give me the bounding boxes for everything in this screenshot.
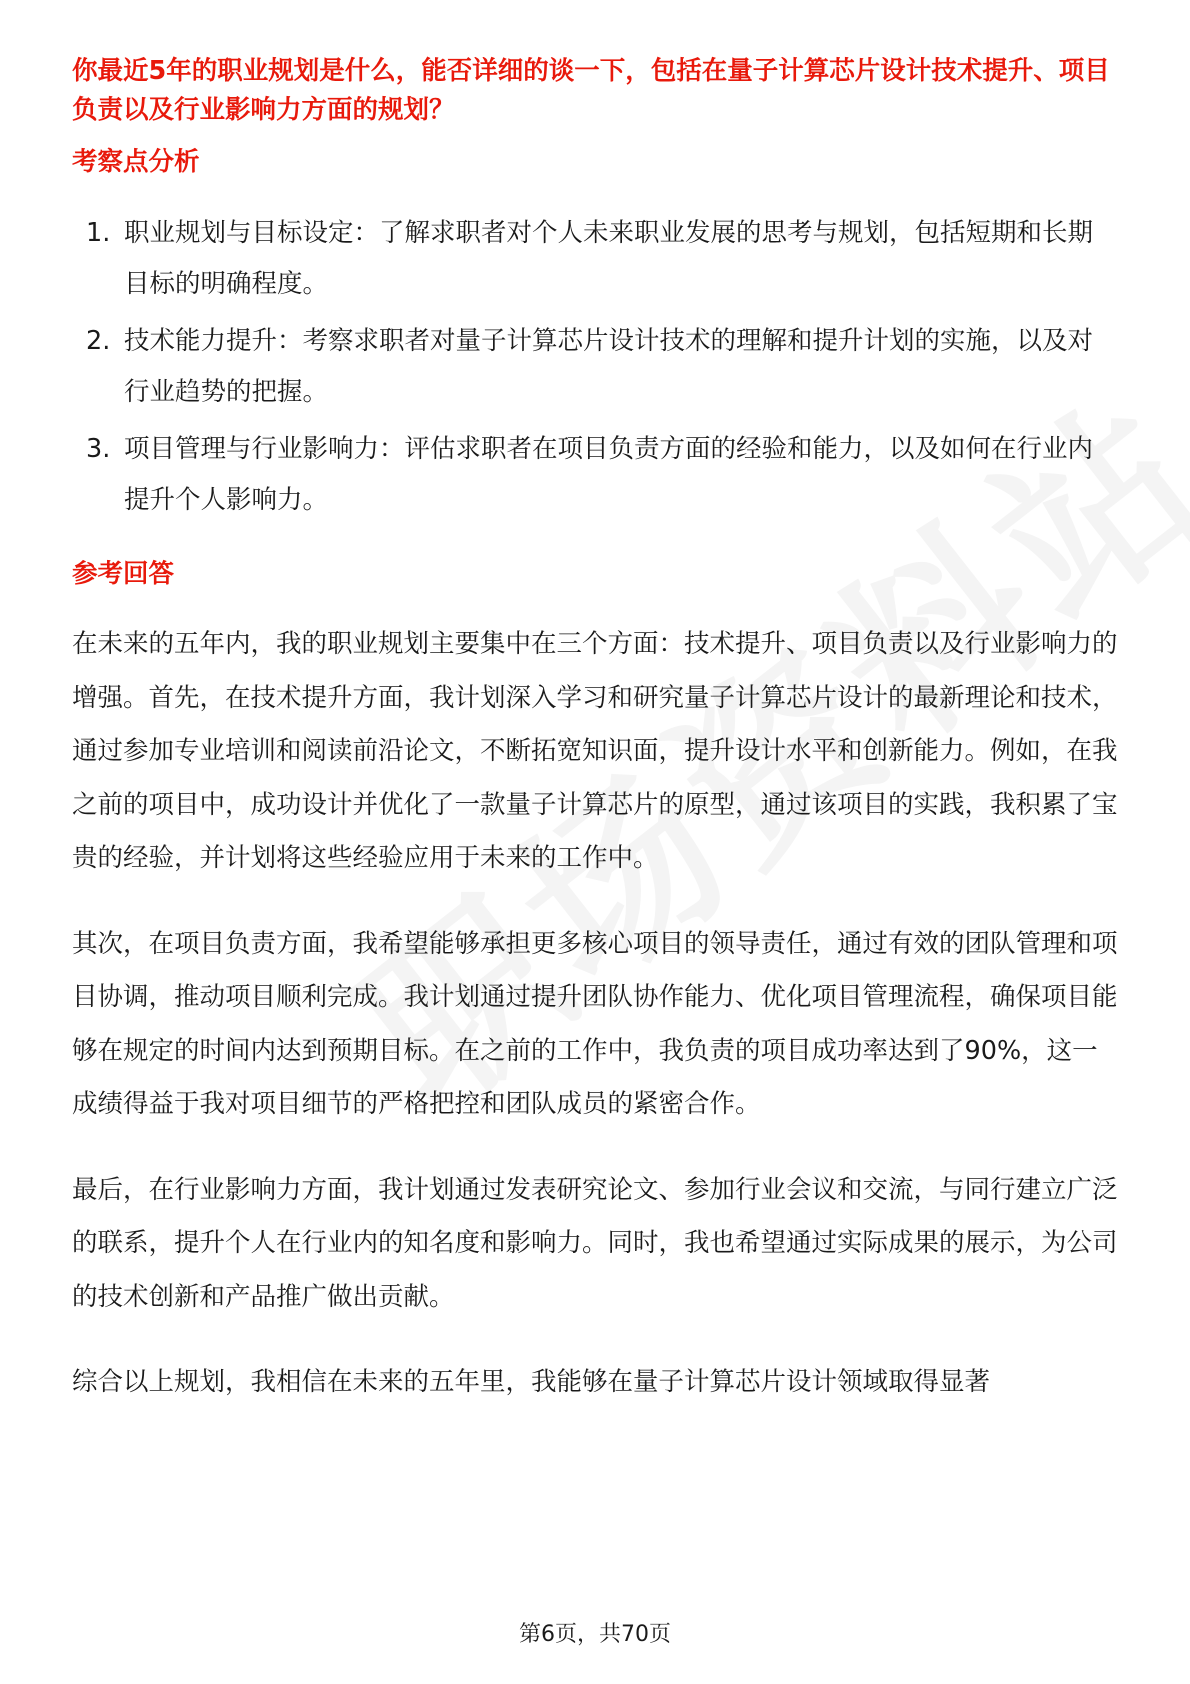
analysis-item — [72, 316, 1118, 418]
answer-paragraph: 最后，在行业影响力方面，我计划通过发表研究论文、参加行业会议和交流，与同行建立广泛的联系，提升个人在行业内的知名度和影响力。同时，我也希望通过实际成果的展示，为公司的技术创新和产品推广做出贡献。 — [72, 1174, 1118, 1312]
analysis-item-text: 项目管理与行业影响力：评估求职者在项目负责方面的经验和能力，以及如何在行业内提升个人影响力。 — [124, 434, 1094, 515]
answer-paragraph: 综合以上规划，我相信在未来的五年里，我能够在量子计算芯片设计领域取得显著 — [72, 1367, 991, 1397]
answer-body — [72, 618, 1118, 1410]
content — [72, 52, 1118, 1410]
list-number: 3. — [86, 434, 111, 464]
question-heading: 你最近5年的职业规划是什么，能否详细的谈一下，包括在量子计算芯片设计技术提升、项目负责以及行业影响力方面的规划？ — [72, 56, 1110, 125]
analysis-item — [72, 208, 1118, 310]
list-number: 1. — [86, 218, 111, 248]
analysis-item-text: 技术能力提升：考察求职者对量子计算芯片设计技术的理解和提升计划的实施，以及对行业趋势的把握。 — [124, 326, 1094, 407]
answer-paragraph: 其次，在项目负责方面，我希望能够承担更多核心项目的领导责任，通过有效的团队管理和项目协调，推动项目顺利完成。我计划通过提升团队协作能力、优化项目管理流程，确保项目能够在规定的时间内达到预期目标。在之前的工作中，我负责的项目成功率达到了90%，这一成绩得益于我对项目细节的严格把控和团队成员的紧密合作。 — [72, 928, 1118, 1119]
analysis-title: 考察点分析 — [72, 147, 200, 177]
list-number: 2. — [86, 326, 111, 356]
answer-title: 参考回答 — [72, 559, 175, 589]
analysis-item — [72, 424, 1118, 526]
analysis-item-text: 职业规划与目标设定：了解求职者对个人未来职业发展的思考与规划，包括短期和长期目标的明确程度。 — [124, 218, 1094, 299]
answer-paragraph: 在未来的五年内，我的职业规划主要集中在三个方面：技术提升、项目负责以及行业影响力的增强。首先，在技术提升方面，我计划深入学习和研究量子计算芯片设计的最新理论和技术，通过参加专业培训和阅读前沿论文，不断拓宽知识面，提升设计水平和创新能力。例如，在我之前的项目中，成功设计并优化了一款量子计算芯片的原型，通过该项目的实践，我积累了宝贵的经验，并计划将这些经验应用于未来的工作中。 — [72, 629, 1118, 873]
analysis-list — [72, 208, 1118, 526]
page-number: 第6页，共70页 — [519, 1622, 671, 1647]
